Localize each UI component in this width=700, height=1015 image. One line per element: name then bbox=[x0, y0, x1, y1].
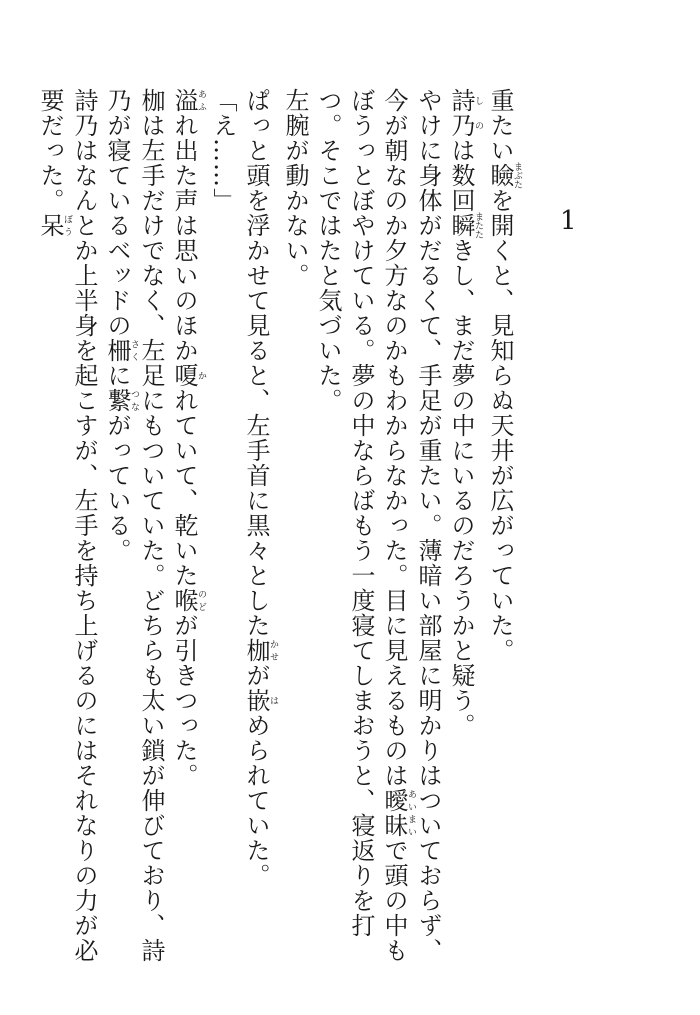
ruby-reading: しの bbox=[473, 88, 483, 138]
ruby-word bbox=[103, 338, 139, 363]
ruby-word bbox=[36, 213, 72, 238]
paragraph bbox=[167, 88, 206, 968]
ruby-base: 詩乃 bbox=[447, 88, 475, 138]
text-run: ぱっと頭を浮かせて見ると、左手首に黒々とした bbox=[242, 88, 270, 638]
text-run: が bbox=[242, 663, 270, 688]
paragraph bbox=[278, 88, 311, 968]
text-run: 枷は左手だけでなく、左足にもついていた。どちらも太い鎖が伸びており、詩乃が寝ているベッドの bbox=[103, 88, 165, 963]
text-run: が引きつった。 bbox=[170, 613, 198, 788]
ruby-word bbox=[103, 388, 139, 413]
ruby-word bbox=[242, 638, 278, 663]
ruby-reading: さく bbox=[129, 338, 139, 363]
paragraph bbox=[444, 88, 483, 968]
paragraph bbox=[239, 88, 278, 968]
ruby-word bbox=[170, 588, 206, 613]
novel-text-body bbox=[33, 88, 522, 968]
text-run: は数回 bbox=[447, 138, 475, 213]
paragraph bbox=[206, 88, 239, 968]
ruby-base: 溢 bbox=[170, 88, 198, 113]
paragraph bbox=[100, 88, 167, 968]
text-run: れていて、乾いた bbox=[170, 388, 198, 588]
chapter-number: 1 bbox=[560, 206, 577, 236]
ruby-base: 呆 bbox=[36, 213, 64, 238]
ruby-word bbox=[242, 688, 278, 713]
paragraph bbox=[483, 88, 522, 968]
ruby-reading: あふ bbox=[196, 88, 206, 113]
ruby-reading: あいまい bbox=[406, 788, 416, 838]
text-run: で頭の中もぼうっとぼやけている。夢の中ならばもう一度寝てしまおうと、寝返りを打つ。そこではたと気づいた。 bbox=[314, 88, 408, 963]
text-run: やけに身体がだるくて、手足が重たい。薄暗い部屋に明かりはついておらず、今が朝なのか夕方なのかもわからなかった。目に見えるものは bbox=[380, 88, 442, 963]
ruby-base: 瞬 bbox=[447, 212, 475, 239]
text-run: 左腕が動かない。 bbox=[281, 88, 309, 288]
ruby-base: 嵌 bbox=[242, 688, 270, 713]
ruby-reading: かせ bbox=[268, 638, 278, 663]
text-run: 「え……」 bbox=[209, 88, 237, 213]
ruby-base: 枷 bbox=[242, 638, 270, 663]
ruby-reading: まぶた bbox=[512, 162, 522, 189]
text-run: を開くと、見知らぬ天井が広がっていた。 bbox=[486, 188, 514, 663]
ruby-word bbox=[170, 88, 206, 113]
ruby-base: 嗄 bbox=[170, 363, 198, 388]
ruby-reading: ぼう bbox=[62, 213, 72, 238]
ruby-base: 繋 bbox=[103, 388, 131, 413]
ruby-reading: またた bbox=[473, 212, 483, 239]
paragraph bbox=[311, 88, 444, 968]
paragraph bbox=[33, 88, 100, 968]
ruby-reading: か bbox=[196, 363, 206, 388]
ruby-word bbox=[447, 88, 483, 138]
text-run: に bbox=[103, 363, 131, 388]
ruby-reading: のど bbox=[196, 588, 206, 613]
ruby-reading: は bbox=[268, 688, 278, 713]
ruby-base: 曖昧 bbox=[380, 788, 408, 838]
ruby-base: 柵 bbox=[103, 338, 131, 363]
ruby-word bbox=[380, 788, 416, 838]
text-run: きし、まだ夢の中にいるのだろうかと疑う。 bbox=[447, 238, 475, 738]
ruby-reading: つな bbox=[129, 388, 139, 413]
ruby-word bbox=[447, 212, 483, 239]
ruby-base: 瞼 bbox=[486, 162, 514, 189]
ruby-base: 喉 bbox=[170, 588, 198, 613]
ruby-word bbox=[170, 363, 206, 388]
text-run: められていた。 bbox=[242, 713, 270, 888]
ruby-word bbox=[486, 162, 522, 189]
text-run: 重たい bbox=[486, 88, 514, 163]
text-run: れ出た声は思いのほか bbox=[170, 113, 198, 363]
text-run: 詩乃はなんとか上半身を起こすが、左手を持ち上げるのにはそれなりの力が必要だった。 bbox=[36, 88, 98, 963]
text-run: がっている。 bbox=[103, 413, 131, 563]
